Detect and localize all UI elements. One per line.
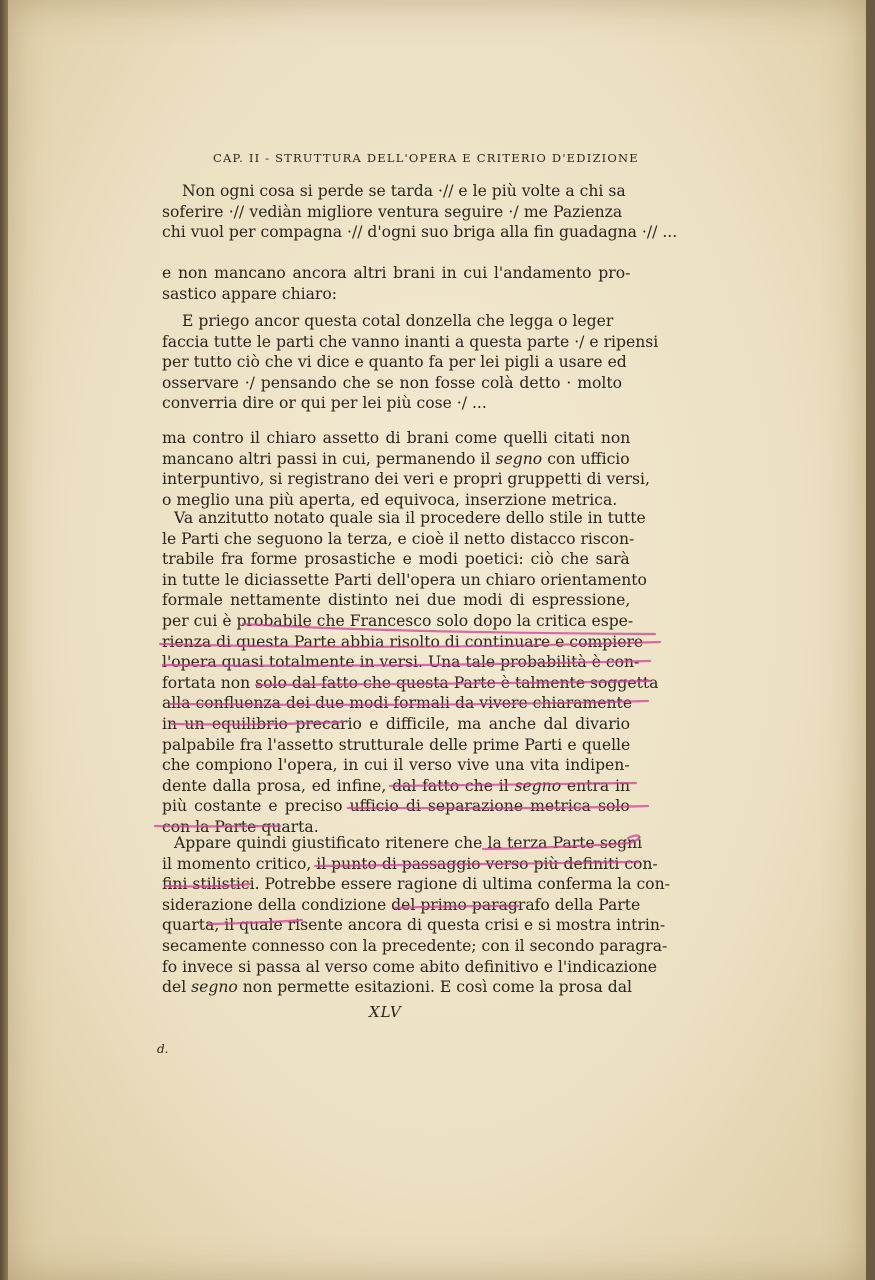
italic-term: segno <box>514 776 562 795</box>
para1-line: interpuntivo, si registrano dei veri e propri gruppetti di versi, <box>162 470 650 489</box>
signature-mark: d. <box>157 1042 169 1056</box>
para2-line: per cui è probabile che Francesco solo dopo la critica espe- <box>162 612 634 630</box>
para1-line: o meglio una più aperta, ed equivoca, inserzione metrica. <box>162 490 618 509</box>
para2-line: Va anzitutto notato quale sia il procedere dello stile in tutte <box>174 509 646 527</box>
quote1-line: Non ogni cosa si perde se tarda ·// e le più volte a chi sa <box>182 182 626 200</box>
para2-line: in un equilibrio precario e difficile, ma anche dal divario <box>162 715 631 733</box>
para2-line: fortata non solo dal fatto che questa Parte è talmente soggetta <box>162 673 659 692</box>
intro2-line: sastico appare chiaro: <box>162 284 337 303</box>
quote2-line: per tutto ciò che vi dice e quanto fa per lei pigli a usare ed <box>162 353 627 372</box>
para2-line: che compiono l'opera, in cui il verso vive una vita indipen- <box>162 756 630 775</box>
para2-line: alla confluenza dei due modi formali da vivere chiaramente <box>162 694 633 713</box>
para3-line: fo invece si passa al verso come abito definitivo e l'indicazione <box>162 957 658 976</box>
para3-line: il momento critico, il punto di passaggio verso più definiti con- <box>162 854 658 873</box>
para1-line: ma contro il chiaro assetto di brani come quelli citati non <box>162 429 631 447</box>
quote2-line: E priego ancor questa cotal donzella che legga o leger <box>182 312 614 330</box>
para2-line: rienza di questa Parte abbia risolto di continuare e compiere <box>162 632 644 651</box>
italic-term: segno <box>191 978 238 997</box>
para2-line: trabile fra forme prosastiche e modi poetici: ciò che sarà <box>162 550 630 569</box>
para3-line: siderazione della condizione del primo paragrafo della Parte <box>162 895 641 914</box>
para3-line: Appare quindi giustificato ritenere che la terza Parte segni <box>174 834 643 852</box>
para2-line: l'opera quasi totalmente in versi. Una tale probabilità è con- <box>162 653 640 672</box>
running-head: CAP. II - STRUTTURA DELL'OPERA E CRITERIO D'EDIZIONE <box>213 151 639 165</box>
para1-line: mancano altri passi in cui, permanendo il segno con ufficio <box>162 449 630 468</box>
quote2-line: converria dire or qui per lei più cose ·/ ... <box>162 394 487 413</box>
intro2-line: e non mancano ancora altri brani in cui l'andamento pro- <box>162 264 631 282</box>
para3-line: quarta, il quale risente ancora di questa crisi e si mostra intrin- <box>162 916 666 935</box>
page-number: XLV <box>369 1003 402 1021</box>
quote2-line: faccia tutte le parti che vanno inanti a questa parte ·/ e ripensi <box>162 332 659 351</box>
para2-line: più costante e preciso ufficio di separazione metrica solo <box>162 797 630 816</box>
para3-line: secamente connesso con la precedente; con il secondo paragra- <box>162 937 668 955</box>
para2-line: con la Parte quarta. <box>162 818 319 836</box>
para2-line: in tutte le diciassette Parti dell'opera un chiaro orientamento <box>162 570 647 589</box>
italic-term: segno <box>495 449 543 468</box>
para2-line: palpabile fra l'assetto strutturale delle prime Parti e quelle <box>162 735 631 754</box>
para2-line: formale nettamente distinto nei due modi di espressione, <box>162 591 631 610</box>
quote2-line: osservare ·/ pensando che se non fosse colà detto · molto <box>162 373 623 392</box>
quote1-line: soferire ·// vediàn migliore ventura seguire ·/ me Pazienza <box>162 202 623 221</box>
para2-line: le Parti che seguono la terza, e cioè il netto distacco riscon- <box>162 529 635 548</box>
para2-line: dente dalla prosa, ed infine, dal fatto che il segno entra in <box>162 776 630 795</box>
para3-line: del segno non permette esitazioni. E così come la prosa dal <box>162 978 633 997</box>
quote1-line: chi vuol per compagna ·// d'ogni suo briga alla fin guadagna ·// ... <box>162 223 678 242</box>
para3-line: fini stilistici. Potrebbe essere ragione di ultima conferma la con- <box>162 875 670 894</box>
